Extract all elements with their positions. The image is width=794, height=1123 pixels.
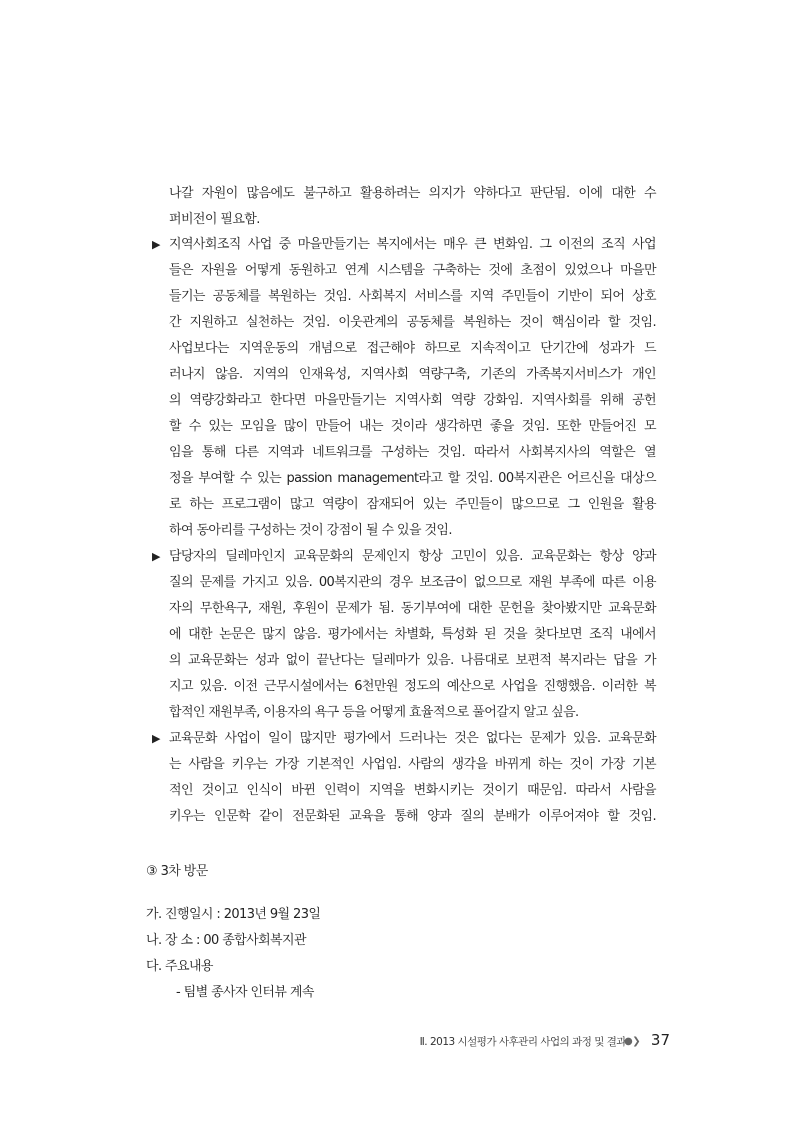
text-line: 하여 동아리를 구성하는 것이 강점이 될 수 있을 것임. — [169, 523, 452, 538]
text-line: 적인 것이고 인식이 바뀐 인력이 지역을 변화시키는 것이기 때문임. 따라서 사람을 — [169, 783, 656, 798]
page-footer — [400, 1030, 670, 1054]
text-line: 질의 문제를 가지고 있음. 00복지관의 경우 보조금이 없으므로 재원 부족에 따른 이용 — [169, 575, 656, 590]
bullet-item-education-culture-project: ▶ 교육문화 사업이 일이 많지만 평가에서 드러나는 것은 없다는 문제가 있음. 교육문화 — [0, 727, 794, 751]
visit-content-item: - 팀별 종사자 인터뷰 계속 — [176, 985, 314, 1000]
text-line: 는 사람을 키우는 가장 기본적인 사업임. 사람의 생각을 바뀌게 하는 것이 가장 기본 — [169, 757, 656, 772]
text-line: 합적인 재원부족, 이용자의 욕구 등을 어떻게 효율적으로 풀어갈지 알고 싶음. — [169, 705, 579, 720]
text-line: 나갈 자원이 많음에도 불구하고 활용하려는 의지가 약하다고 판단됨. 이에 대한 수 — [169, 186, 656, 201]
footer-chapter-title: Ⅱ. 2013 시설평가 사후관리 사업의 과정 및 결과 — [419, 1036, 626, 1048]
visit-date: 가. 진행일시 : 2013년 9월 23일 — [146, 907, 321, 922]
text-line: 로 하는 프로그램이 많고 역량이 잠재되어 있는 주민들이 많으므로 그 인원을 활용 — [169, 497, 656, 512]
text-line: 할 수 있는 모임을 많이 만들어 내는 것이라 생각하면 좋을 것임. 또한 만들어진 모 — [169, 419, 656, 434]
text-line: 들기는 공동체를 복원하는 것임. 사회복지 서비스를 지역 주민들이 기반이 되어 상호 — [169, 289, 656, 304]
text-line: 정을 부여할 수 있는 passion management라고 할 것임. 00복지관은 어르신을 대상으 — [169, 471, 656, 486]
text-line: 사업보다는 지역운동의 개념으로 접근해야 하므로 지속적이고 단기간에 성과가 드 — [169, 341, 656, 356]
text-line: 의 역량강화라고 한다면 마을만들기는 지역사회 역량 강화임. 지역사회를 위해 공헌 — [169, 393, 656, 408]
bullet-item-community-organizing: ▶ 지역사회조직 사업 중 마을만들기는 복지에서는 매우 큰 변화임. 그 이전의 조직 사업 — [0, 233, 794, 257]
text-line: 들은 자원을 어떻게 동원하고 연계 시스템을 구축하는 것에 초점이 있었으나 마을만 — [169, 263, 656, 278]
text-line: 퍼비전이 필요함. — [169, 212, 260, 227]
bullet-arrow-icon: ▶ — [152, 732, 160, 745]
text-line: 간 지원하고 실천하는 것임. 이웃관계의 공동체를 복원하는 것이 핵심이라 할 것임. — [169, 315, 656, 330]
text-line: 지고 있음. 이전 근무시설에서는 6천만원 정도의 예산으로 사업을 진행했음. 이러한 복 — [169, 679, 656, 694]
visit-location: 나. 장 소 : 00 종합사회복지관 — [146, 933, 306, 948]
double-chevron-icon: ●❯ — [624, 1036, 641, 1047]
section-heading-third-visit: ③ 3차 방문 — [146, 864, 208, 879]
text-line: 임을 통해 다른 지역과 네트워크를 구성하는 것임. 따라서 사회복지사의 역할은 열 — [169, 445, 656, 460]
text-line: 에 대한 논문은 많지 않음. 평가에서는 차별화, 특성화 된 것을 찾다보면 조직 내에서 — [169, 627, 656, 642]
page-number: 37 — [650, 1031, 670, 1049]
text-line: 의 교육문화는 성과 없이 끝난다는 딜레마가 있음. 나름대로 보편적 복지라는 답을 가 — [169, 653, 656, 668]
bullet-arrow-icon: ▶ — [152, 238, 160, 251]
bullet-arrow-icon: ▶ — [152, 550, 160, 563]
visit-main-content: 다. 주요내용 — [146, 959, 213, 974]
text-line: 자의 무한욕구, 재원, 후원이 문제가 됨. 동기부여에 대한 문헌을 찾아봤지만 교육문화 — [169, 601, 656, 616]
bullet-item-education-culture-dilemma: ▶ 담당자의 딜레마인지 교육문화의 문제인지 항상 고민이 있음. 교육문화는 항상 양과 — [0, 545, 794, 569]
text-line: 키우는 인문학 같이 전문화된 교육을 통해 양과 질의 분배가 이루어져야 할 것임. — [169, 809, 656, 824]
text-line: 러나지 않음. 지역의 인재육성, 지역사회 역량구축, 기존의 가족복지서비스가 개인 — [169, 367, 656, 382]
